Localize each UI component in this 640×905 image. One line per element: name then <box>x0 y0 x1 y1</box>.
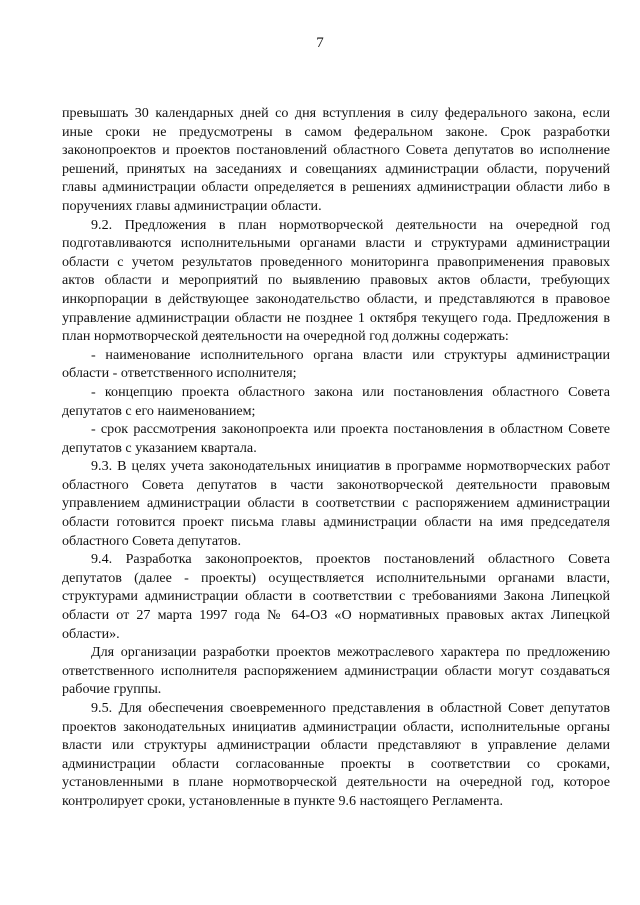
paragraph-9-4: 9.4. Разработка законопроектов, проектов постановлений областного Совета депутатов (далее - проекты) осуществляется исполнительными органами власти, структурами администрации области в соответствии с требованиями Закона Липецкой области от 27 марта 1997 года № 64-ОЗ «О нормативных правовых актах Липецкой области». <box>62 551 610 642</box>
list-item-concept: - концепцию проекта областного закона или постановления областного Совета депутатов с его наименованием; <box>62 383 610 419</box>
document-body <box>62 104 610 811</box>
paragraph-working-groups: Для организации разработки проектов межотраслевого характера по предложению ответственного исполнителя распоряжением администрации области могут создаваться рабочие группы. <box>62 644 610 698</box>
paragraph-9-5: 9.5. Для обеспечения своевременного представления в областной Совет депутатов проектов законодательных инициатив администрации области, исполнительные органы власти или структуры администрации области представляют в управление делами администрации области согласованные проекты в соответствии со сроками, установленными в плане нормотворческой деятельности на очередной год, которое контролирует сроки, установленные в пункте 9.6 настоящего Регламента. <box>62 700 610 809</box>
list-item-executor: - наименование исполнительного органа власти или структуры администрации области - ответственного исполнителя; <box>62 346 610 382</box>
paragraph-9-2: 9.2. Предложения в план нормотворческой деятельности на очередной год подготавливаются исполнительными органами власти и структурами администрации области с учетом результатов проведенного мониторинга правоприменения правовых актов области и мероприятий по выявлению правовых актов области, требующих инкорпорации в действующее законодательство области, и представляются в правовое управление администрации области не позднее 1 октября текущего года. Предложения в план нормотворческой деятельности на очередной год должны содержать: <box>62 216 610 345</box>
paragraph-9-3: 9.3. В целях учета законодательных инициатив в программе нормотворческих работ областного Совета депутатов в части законотворческой деятельности правовым управлением администрации области в соответствии с распоряжением администрации области готовится проект письма главы администрации области на имя председателя областного Совета депутатов. <box>62 458 610 549</box>
list-item-deadline: - срок рассмотрения законопроекта или проекта постановления в областном Совете депутатов с указанием квартала. <box>62 421 610 456</box>
paragraph-continuation: превышать 30 календарных дней со дня вступления в силу федерального закона, если иные сроки не предусмотрены в самом федеральном законе. Срок разработки законопроектов и проектов постановлений областного Совета депутатов во исполнение решений, принятых на заседаниях и совещаниях администрации области, поручений главы администрации области определяется в решениях администрации области либо в поручениях главы администрации области. <box>62 105 610 214</box>
page-number: 7 <box>316 35 324 51</box>
